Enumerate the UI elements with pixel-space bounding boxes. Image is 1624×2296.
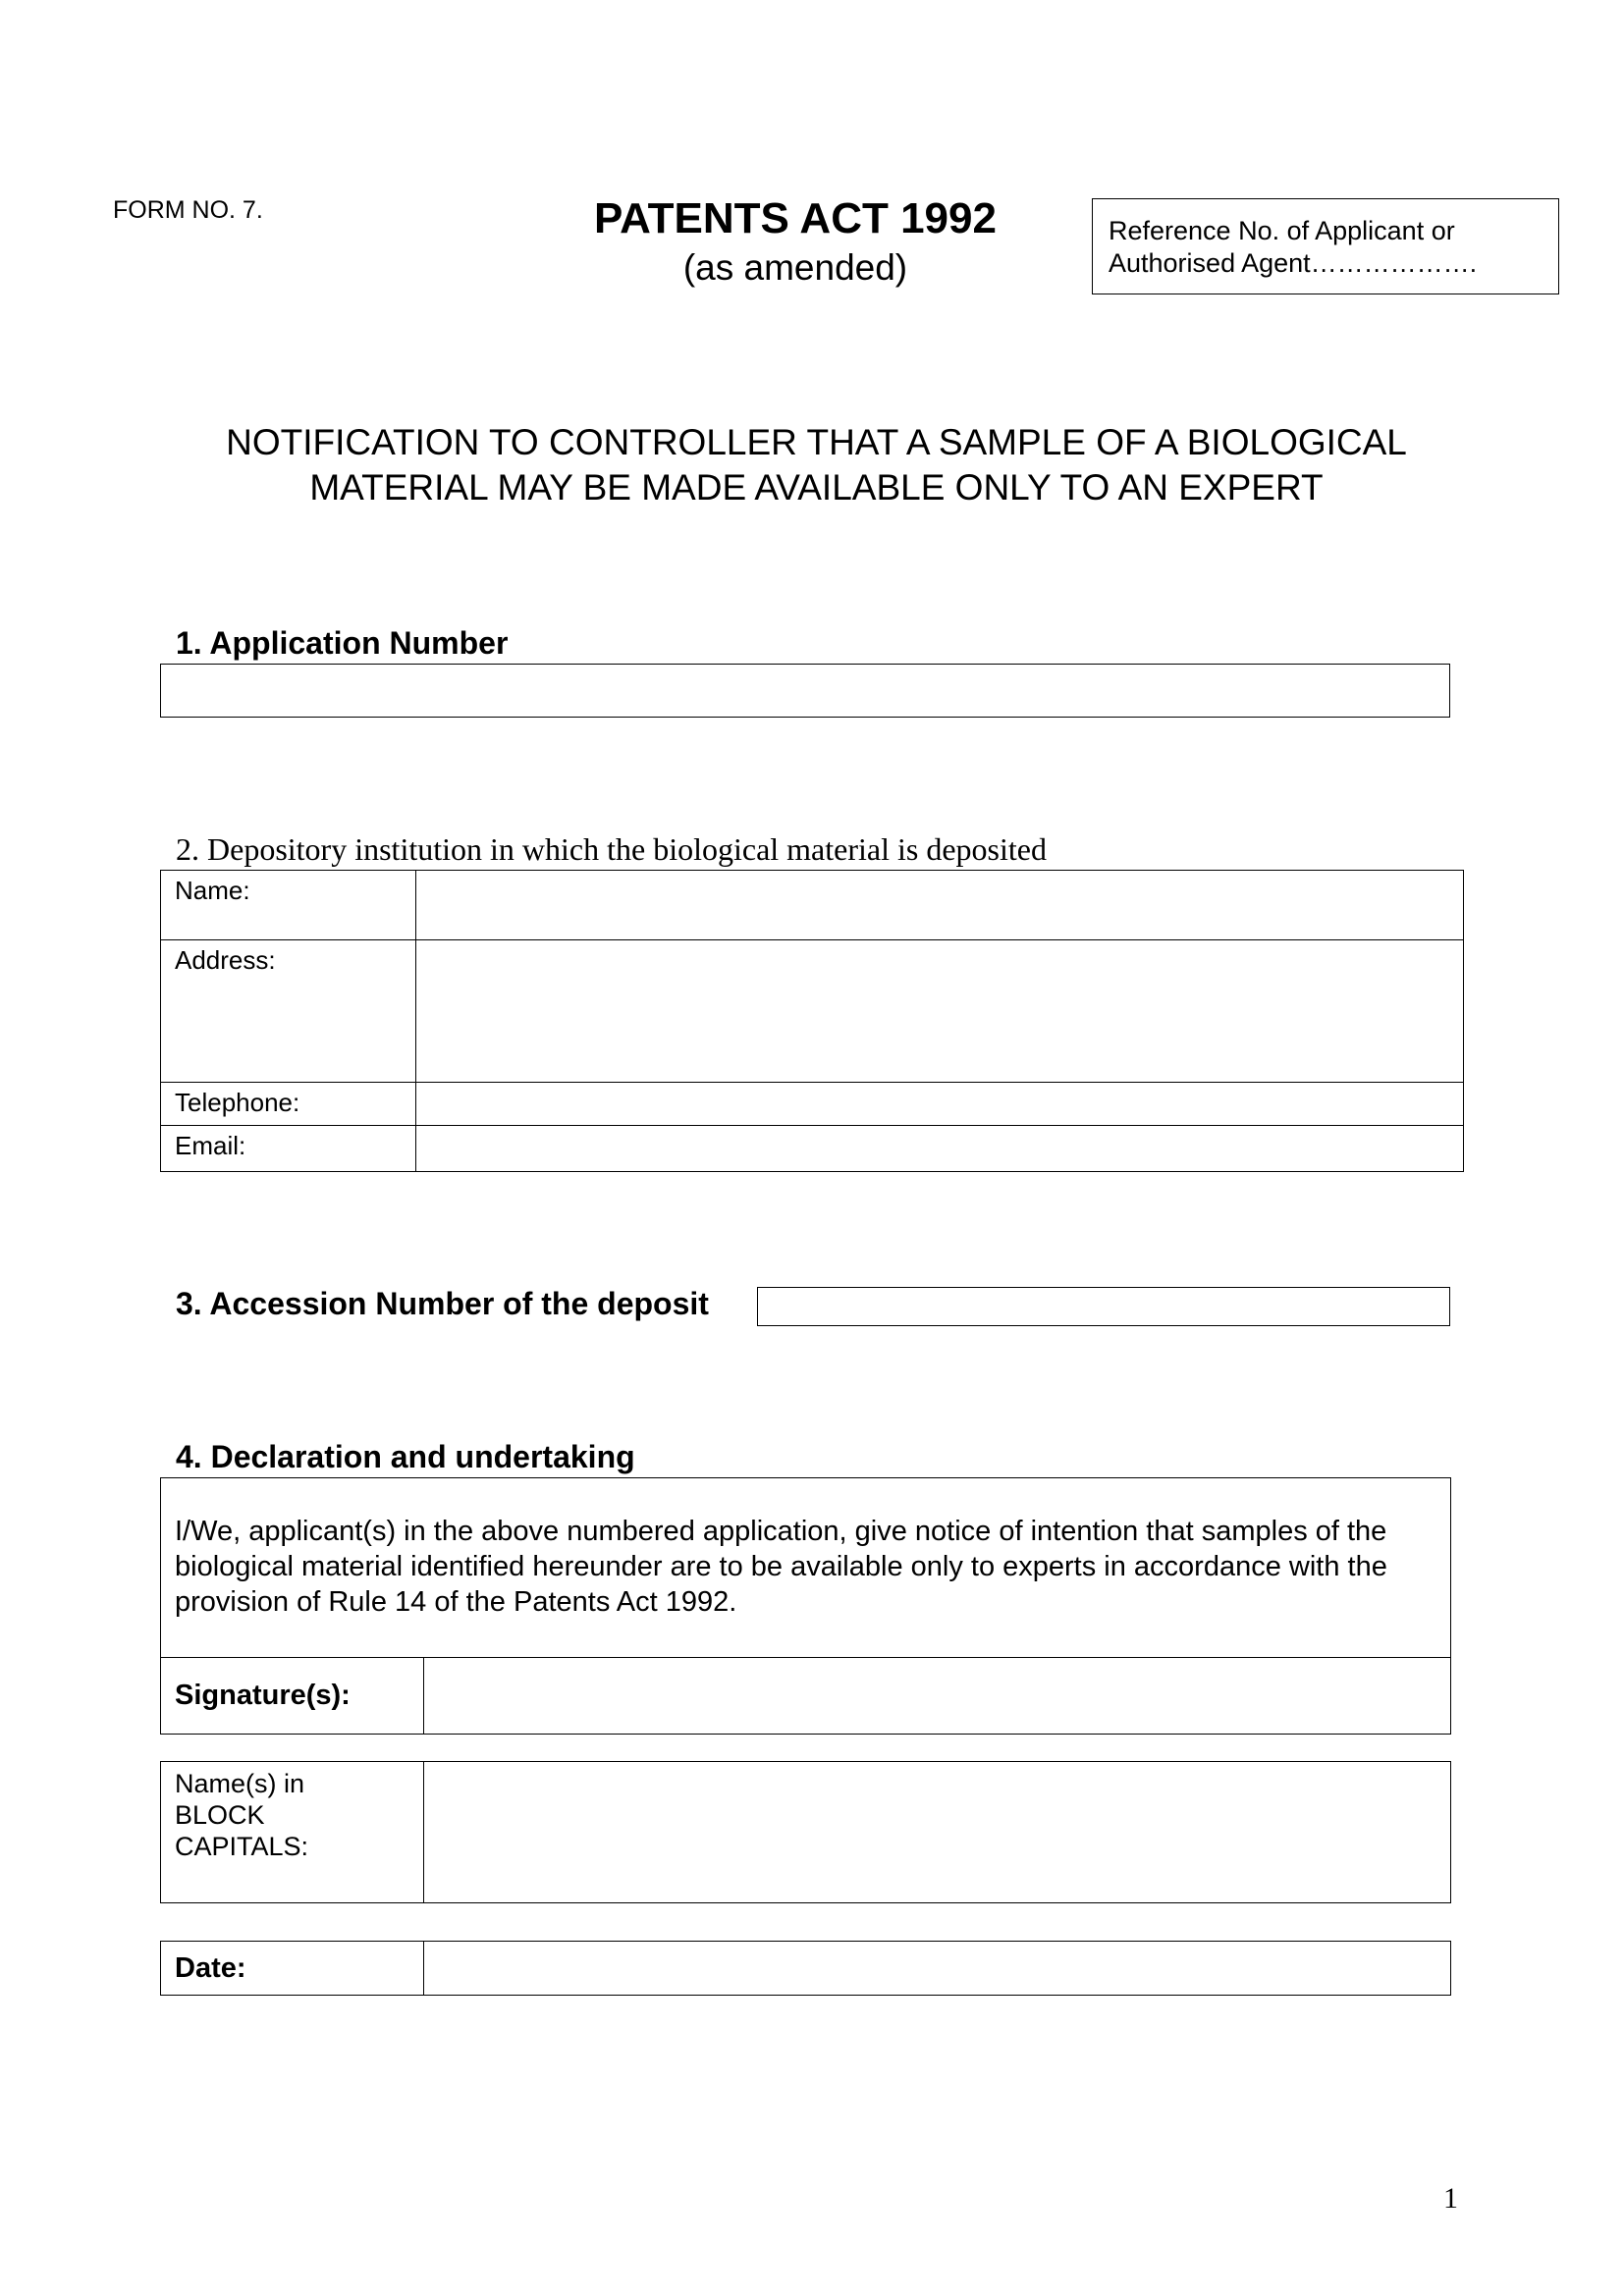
telephone-label: Telephone: xyxy=(161,1083,416,1126)
reference-box[interactable] xyxy=(1092,198,1559,294)
act-title: PATENTS ACT 1992 xyxy=(594,194,997,242)
declaration-table xyxy=(160,1477,1451,1735)
date-row xyxy=(161,1942,1451,1996)
form-title-line2: MATERIAL MAY BE MADE AVAILABLE ONLY TO AN EXPERT xyxy=(309,467,1324,507)
declaration-text: I/We, applicant(s) in the above numbered application, give notice of intention that samples of the biological material identified hereunder are to be available only to experts in accordance with the provision of Rule 14 of the Patents Act 1992. xyxy=(161,1478,1451,1658)
depository-email-field[interactable] xyxy=(416,1126,1464,1172)
depository-row-address xyxy=(161,940,1464,1083)
names-label-line3: CAPITALS: xyxy=(175,1832,309,1861)
names-label-line2: BLOCK xyxy=(175,1800,265,1830)
section2-heading: 2. Depository institution in which the biological material is deposited xyxy=(176,831,1047,867)
section3-heading: 3. Accession Number of the deposit xyxy=(176,1286,709,1321)
depository-name-field[interactable] xyxy=(416,871,1464,940)
names-label xyxy=(161,1762,424,1903)
date-field[interactable] xyxy=(424,1942,1451,1996)
depository-row-email xyxy=(161,1126,1464,1172)
names-table xyxy=(160,1761,1451,1903)
depository-row-name xyxy=(161,871,1464,940)
signature-field[interactable] xyxy=(424,1658,1451,1735)
date-label: Date: xyxy=(161,1942,424,1996)
form-number: FORM NO. 7. xyxy=(113,196,263,224)
section1-heading: 1. Application Number xyxy=(176,625,509,661)
depository-row-telephone xyxy=(161,1083,1464,1126)
email-label: Email: xyxy=(161,1126,416,1172)
name-label: Name: xyxy=(161,871,416,940)
depository-table xyxy=(160,870,1464,1172)
reference-label-line1: Reference No. of Applicant or xyxy=(1109,216,1455,245)
names-row xyxy=(161,1762,1451,1903)
signature-label: Signature(s): xyxy=(161,1658,424,1735)
form-title-line1: NOTIFICATION TO CONTROLLER THAT A SAMPLE OF A BIOLOGICAL xyxy=(226,422,1407,462)
names-block-capitals-field[interactable] xyxy=(424,1762,1451,1903)
accession-number-field[interactable] xyxy=(757,1287,1450,1326)
act-subtitle: (as amended) xyxy=(682,247,908,288)
address-label: Address: xyxy=(161,940,416,1083)
date-table xyxy=(160,1941,1451,1996)
signature-row xyxy=(161,1658,1451,1735)
depository-address-field[interactable] xyxy=(416,940,1464,1083)
declaration-row xyxy=(161,1478,1451,1658)
reference-label-line2: Authorised Agent………………. xyxy=(1109,248,1478,278)
form-title xyxy=(147,420,1486,510)
section4-heading: 4. Declaration and undertaking xyxy=(176,1439,635,1474)
page-number: 1 xyxy=(1443,2182,1458,2215)
application-number-field[interactable] xyxy=(160,664,1450,718)
names-label-line1: Name(s) in xyxy=(175,1769,305,1798)
depository-telephone-field[interactable] xyxy=(416,1083,1464,1126)
